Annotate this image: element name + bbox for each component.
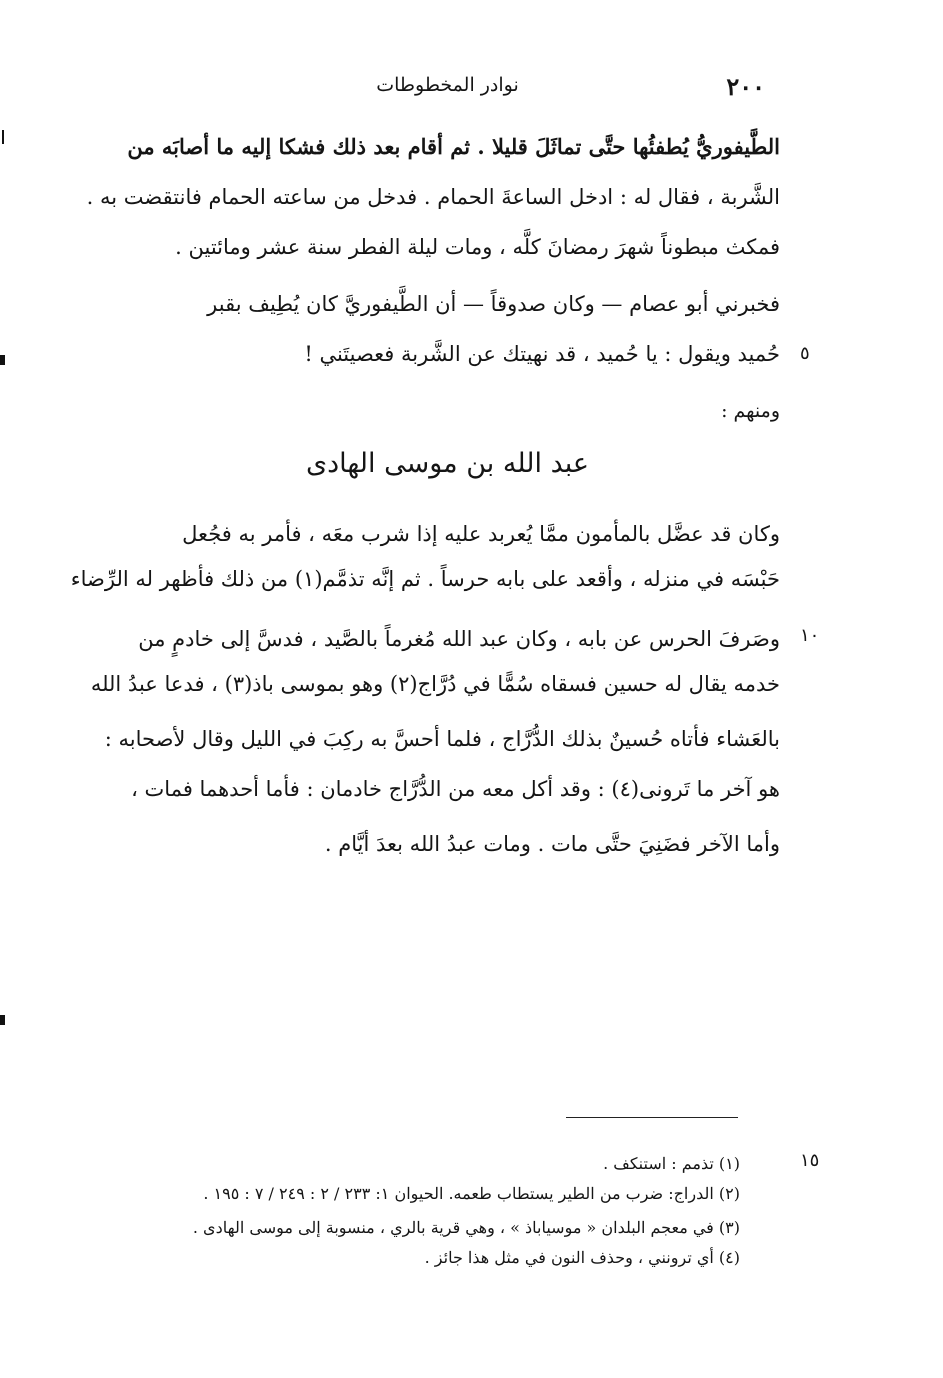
scan-speck <box>0 1015 5 1025</box>
page-number: ٢٠٠ <box>726 72 765 101</box>
footnote-1: (١) تذمم : استنكف . <box>603 1154 740 1173</box>
footnote-3: (٣) في معجم البلدان « موسياباذ » ، وهي قرية بالري ، منسوبة إلى موسى الهادى . <box>192 1218 740 1237</box>
text-line: هو آخر ما تَرونى(٤) : وقد أكل معه من الدُّرَّاج خادمان : فأما أحدهما فمات ، <box>131 777 780 801</box>
scan-speck <box>2 130 4 144</box>
scan-speck <box>0 355 5 365</box>
section-intro: ومنهم : <box>721 400 780 422</box>
paragraph-1-end <box>112 335 780 375</box>
line-number-5: ٥ <box>800 343 810 364</box>
text-line: وأما الآخر فضَنِيَ حتَّى مات . ومات عبدُ الله بعدَ أيَّام . <box>324 832 780 856</box>
paragraph-2 <box>70 515 780 865</box>
text-line: حُميد ويقول : يا حُميد ، قد نهيتك عن الشَّربة فعصيتَني ! <box>304 342 780 366</box>
running-title: نوادر المخطوطات <box>376 74 519 96</box>
text-line: الشَّربة ، فقال له : ادخل الساعةَ الحمام . فدخل من ساعته الحمام فانتقضت به . <box>86 185 780 209</box>
paragraph-1 <box>86 128 780 328</box>
text-line: فخبرني أبو عصام — وكان صدوقاً — أن الطَّيفوريَّ كان يُطِيف بقبر <box>207 292 780 316</box>
footnote-divider <box>566 1117 738 1118</box>
text-line: وكان قد عضَّل بالمأمون ممَّا يُعربد عليه إذا شرب معَه ، فأمر به فجُعل <box>182 522 780 546</box>
text-line: فمكث مبطوناً شهرَ رمضانَ كلَّه ، ومات ليلة الفطر سنة عشر ومائتين . <box>175 235 780 259</box>
page-header <box>110 72 785 106</box>
line-number-15: ١٥ <box>800 1150 820 1171</box>
text-line: حَبْسَه في منزله ، وأقعد على بابه حرساً . ثم إنَّه تذمَّم(١) من ذلك فأظهر له الرِّضاء <box>70 567 780 591</box>
footnote-4: (٤) أي ترونني ، وحذف النون في مثل هذا جائز . <box>424 1248 740 1267</box>
text-line: بالعَشاء فأتاه حُسينٌ بذلك الدُّرَّاج ، فلما أحسَّ به ركِبَ في الليل وقال لأصحابه : <box>104 727 780 751</box>
text-line: وصَرفَ الحرس عن بابه ، وكان عبد الله مُغرماً بالصَّيد ، فدسَّ إلى خادمٍ من <box>138 627 780 651</box>
line-number-10: ١٠ <box>800 625 820 646</box>
section-title: عبد الله بن موسى الهادى <box>305 448 590 479</box>
text-line: خدمه يقال له حسين فسقاه سُمًّا في دُرَّاج(٢) وهو بموسى باذ(٣) ، فدعا عبدُ الله <box>90 672 780 696</box>
text-line: الطَّيفوريُّ يُطفئُها حتَّى تماثَلَ قليلا . ثم أقام بعد ذلك فشكا إليه ما أصابَه من <box>127 134 780 159</box>
footnote-2: (٢) الدراج: ضرب من الطير يستطاب طعمه. الحيوان ١: ٢٣٣ / ٢ : ٢٤٩ / ٧ : ١٩٥ . <box>203 1184 740 1203</box>
